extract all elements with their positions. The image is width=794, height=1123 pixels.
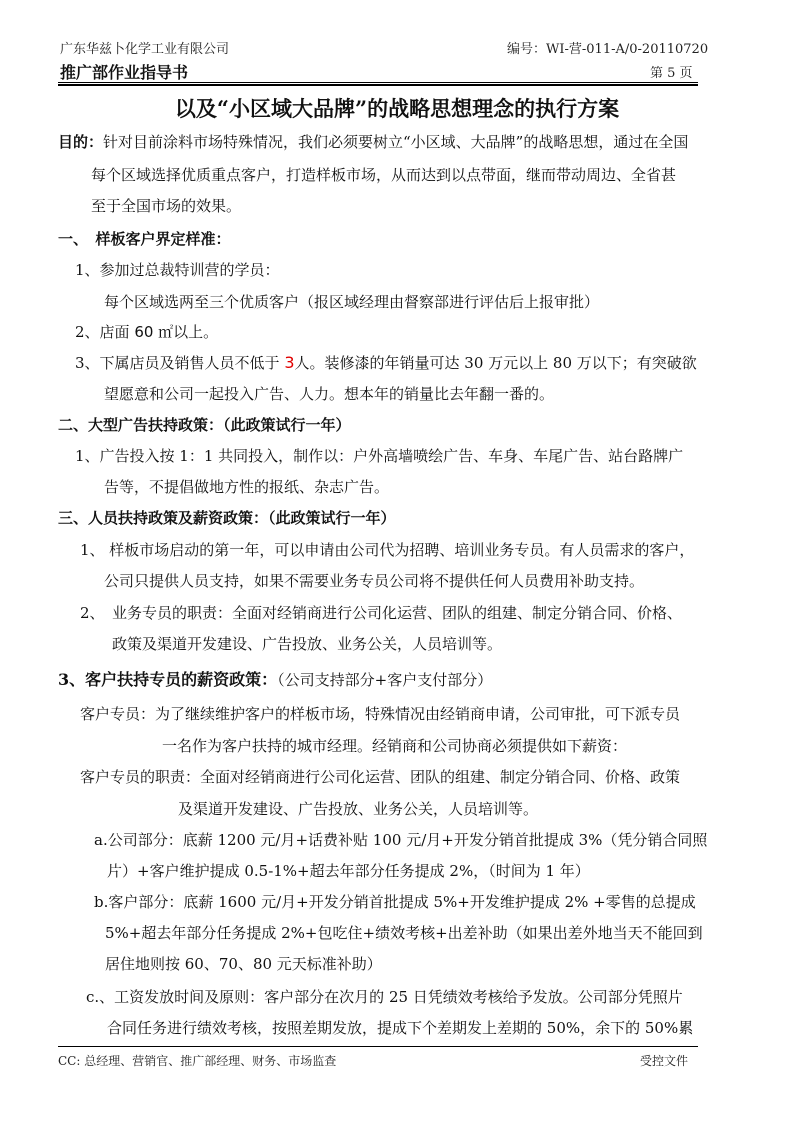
specialist-duties-line-2: 及渠道开发建设、广告投放、业务公关，人员培训等。 <box>178 800 539 818</box>
company-part-line-1: a.公司部分：底薪 1200 元/月+话费补贴 100 元/月+开发分销首批提成 3%（凭分销合同照 <box>94 831 708 849</box>
client-part-line-1: b.客户部分：底薪 1600 元/月+开发分销首批提成 5%+开发维护提成 2% +零售的总提成 <box>94 893 696 911</box>
section-1-item-2-label: 2、店面 <box>75 323 130 341</box>
footer-rule <box>58 1046 698 1047</box>
section-1-item-3-label: 3、下属店员及销售人员不低于 <box>75 354 280 372</box>
section-1-item-3 <box>75 352 697 373</box>
section-1-item-2-value: 60 ㎡以上。 <box>134 323 219 341</box>
specialist-line-2: 一名作为客户扶持的城市经理。经销商和公司协商必须提供如下薪资： <box>162 737 628 755</box>
specialist-duties-line-1: 客户专员的职责：全面对经销商进行公司化运营、团队的组建、制定分销合同、价格、政策 <box>80 768 681 786</box>
cc-distribution: CC: 总经理、营销官、推广部经理、财务、市场监查 <box>58 1054 337 1068</box>
company-part-line-2: 片）+客户维护提成 0.5-1%+超去年部分任务提成 2%，（时间为 1 年） <box>107 862 590 880</box>
section-2-item-1-line-1: 1、广告投入按 1：1 共同投入，制作以：户外高墙喷绘广告、车身、车尾广告、站台路牌广 <box>75 447 684 465</box>
header-rule-thin <box>58 82 698 83</box>
section-1-item-3-line-2: 望愿意和公司一起投入广告、人力。想本年的销量比去年翻一番的。 <box>104 385 555 403</box>
section-3-item-1-line-1: 1、 样板市场启动的第一年，可以申请由公司代为招聘、培训业务专员。有人员需求的客户， <box>80 541 695 559</box>
section-1-item-2 <box>75 321 218 342</box>
header-rule-thick <box>58 84 698 86</box>
section-4-heading-title: 3、客户扶持专员的薪资政策： <box>58 670 278 689</box>
section-2-item-1-line-2: 告等，不提倡做地方性的报纸、杂志广告。 <box>104 478 390 496</box>
document-type: 推广部作业指导书 <box>60 63 189 82</box>
page-title: 以及“小区域大品牌”的战略思想理念的执行方案 <box>174 96 620 121</box>
controlled-document-label: 受控文件 <box>640 1054 689 1068</box>
purpose-line-2: 每个区域选择优质重点客户，打造样板市场，从而达到以点带面，继而带动周边、全省甚 <box>91 166 677 184</box>
pay-schedule-line-2: 合同任务进行绩效考核，按照差期发放，提成下个差期发上差期的 50%，余下的 50%累 <box>107 1019 694 1037</box>
company-name: 广东华兹卜化学工业有限公司 <box>60 42 230 57</box>
section-1-heading: 一、 样板客户界定样准： <box>58 230 231 248</box>
specialist-line-1: 客户专员：为了继续维护客户的样板市场，特殊情况由经销商申请，公司审批，可下派专员 <box>80 705 681 723</box>
document-number: 编号：WI-营-011-A/0-20110720 <box>507 42 709 57</box>
purpose-line-3: 至于全国市场的效果。 <box>91 197 242 215</box>
purpose-text-1: 针对目前涂料市场特殊情况，我们必须要树立“小区域、大品牌”的战略思想，通过在全国 <box>103 133 689 151</box>
section-2-heading: 二、大型广告扶持政策：（此政策试行一年） <box>58 416 351 434</box>
section-1-item-1-sub: 每个区域选两至三个优质客户（报区域经理由督察部进行评估后上报审批） <box>104 293 600 311</box>
section-3-item-1-line-2: 公司只提供人员支持，如果不需要业务专员公司将不提供任何人员费用补助支持。 <box>104 572 645 590</box>
section-3-item-2-line-2: 政策及渠道开发建设、广告投放、业务公关，人员培训等。 <box>112 635 503 653</box>
section-1-item-3-text: 人。装修漆的年销量可达 30 万元以上 80 万以下；有突破欲 <box>294 354 697 372</box>
client-part-line-2: 5%+超去年部分任务提成 2%+包吃住+绩效考核+出差补助（如果出差外地当天不能回到 <box>105 924 703 942</box>
client-part-line-3: 居住地则按 60、70、80 元天标准补助） <box>105 955 382 973</box>
section-4-heading-note: （公司支持部分+客户支付部分） <box>277 671 493 689</box>
page-number: 第 5 页 <box>650 66 693 81</box>
section-3-item-2-line-1: 2、 业务专员的职责：全面对经销商进行公司化运营、团队的组建、制定分销合同、价格、 <box>80 604 683 622</box>
purpose-label: 目的： <box>58 133 104 151</box>
section-1-item-1: 1、参加过总裁特训营的学员： <box>75 261 280 279</box>
purpose-line-1 <box>58 131 688 152</box>
staff-count-highlight: 3 <box>284 353 295 372</box>
pay-schedule-line-1: c.、工资发放时间及原则：客户部分在次月的 25 日凭绩效考核给予发放。公司部分凭照片 <box>86 988 683 1006</box>
section-4-heading <box>58 667 492 690</box>
section-3-heading: 三、人员扶持政策及薪资政策：（此政策试行一年） <box>58 509 396 527</box>
